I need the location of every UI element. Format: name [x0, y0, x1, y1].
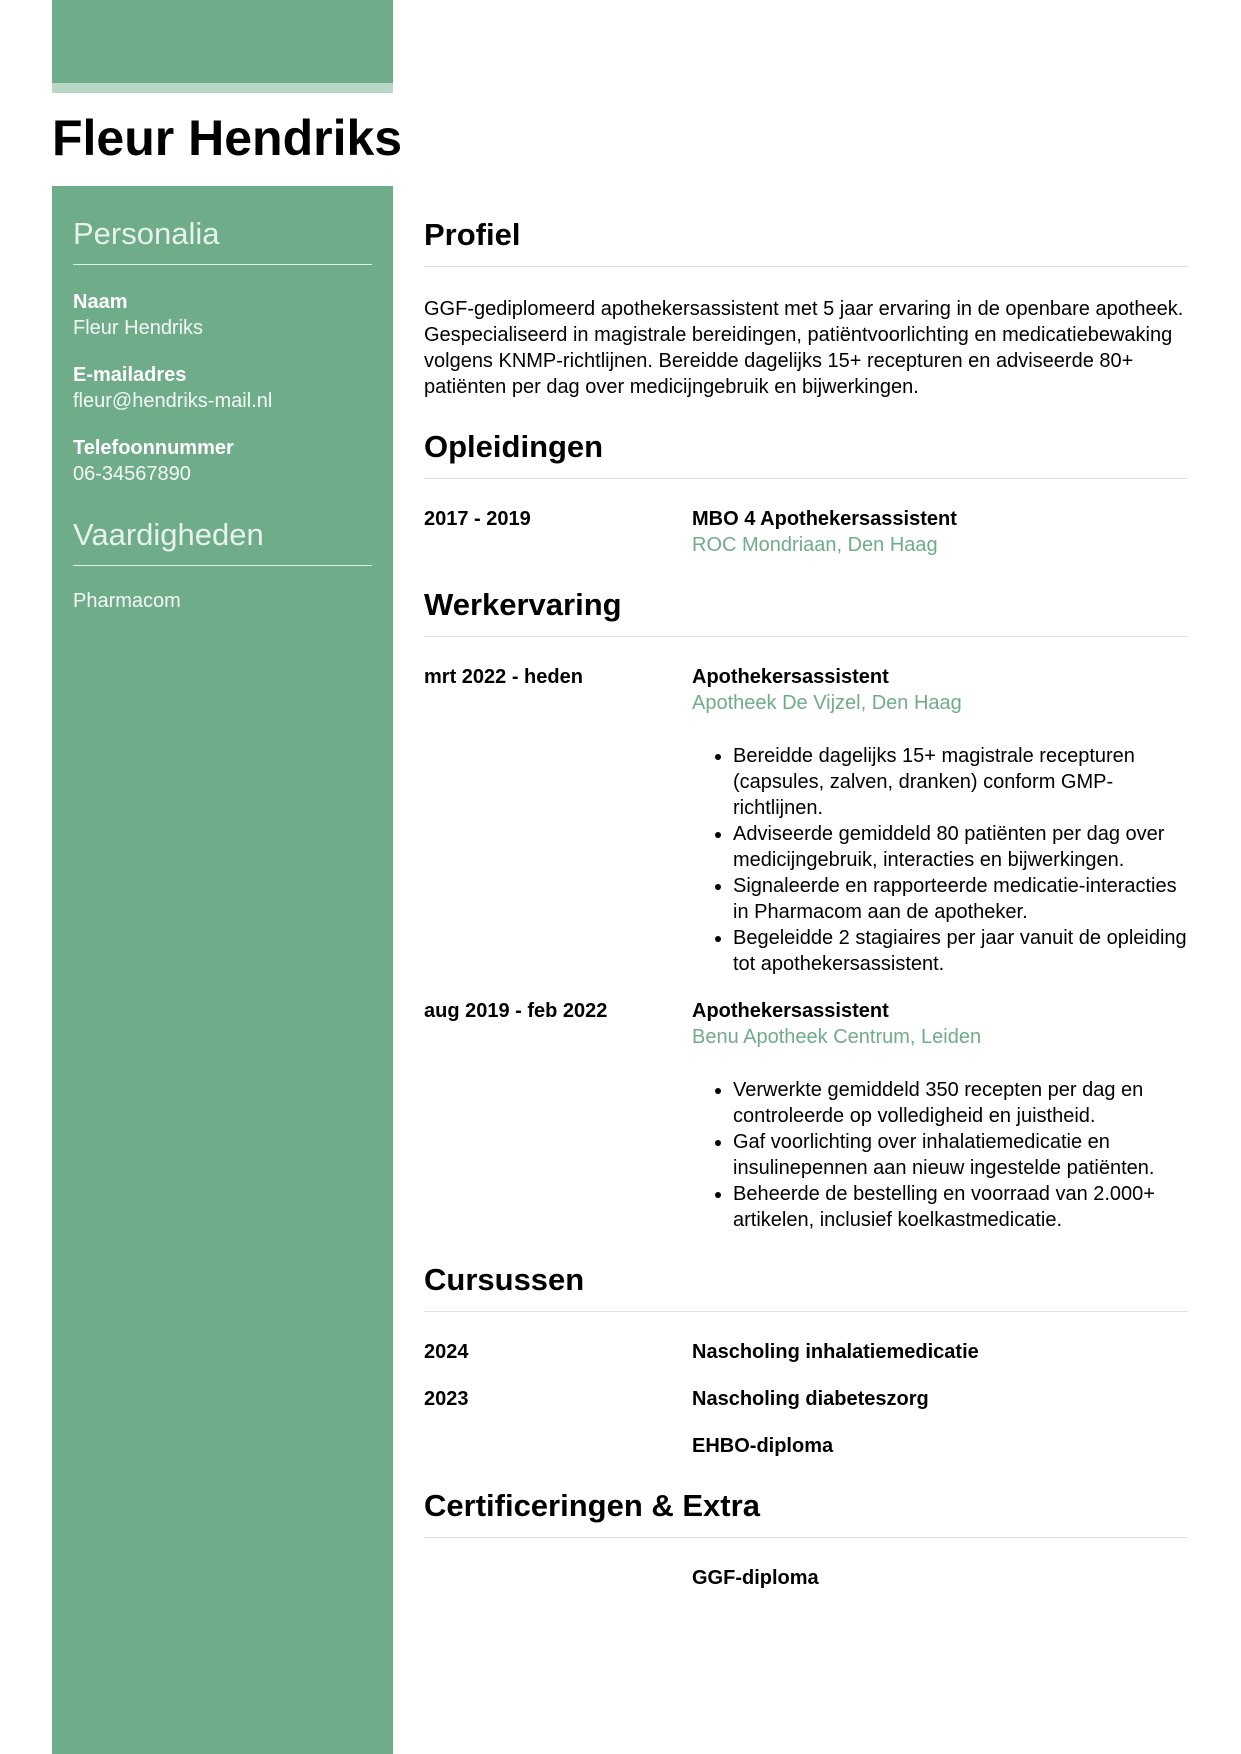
entry-title: GGF-diploma: [692, 1567, 819, 1589]
bullet-list: [692, 1077, 1188, 1233]
entry-employer: Benu Apotheek Centrum, Leiden: [692, 1026, 982, 1048]
field-email: [73, 362, 372, 414]
bullet-item: • Gaf voorlichting over inhalatiemedicatie en insulinepennen aan nieuw ingestelde patiënten.: [733, 1129, 1188, 1181]
sidebar: [52, 186, 393, 1754]
field-label: Telefoonnummer: [73, 437, 234, 459]
field-phone: [73, 435, 372, 487]
course-entry: [424, 1433, 1188, 1459]
entry-title: Nascholing diabeteszorg: [692, 1388, 929, 1410]
skills-heading: Vaardigheden: [73, 517, 372, 566]
experience-heading: Werkervaring: [424, 580, 1188, 637]
field-value: fleur@hendriks-mail.nl: [73, 390, 273, 412]
entry-date: [424, 1433, 692, 1459]
entry-title: Nascholing inhalatiemedicatie: [692, 1341, 979, 1363]
experience-section: [424, 580, 1188, 1233]
entry-title: Apothekersassistent: [692, 666, 889, 688]
entry-title: MBO 4 Apothekersassistent: [692, 508, 957, 530]
field-value: 06-34567890: [73, 463, 191, 485]
entry-date: 2023: [424, 1388, 469, 1410]
field-label: E-mailadres: [73, 364, 187, 386]
bullet-item: • Adviseerde gemiddeld 80 patiënten per dag over medicijngebruik, interacties en bijwerkingen.: [733, 821, 1188, 873]
profile-heading: Profiel: [424, 210, 1188, 267]
main-content: [424, 210, 1188, 1613]
bullet-item: • Beheerde de bestelling en voorraad van 2.000+ artikelen, inclusief koelkastmedicatie.: [733, 1181, 1188, 1233]
bullet-item: • Bereidde dagelijks 15+ magistrale recepturen (capsules, zalven, dranken) conform GMP-richtlijnen.: [733, 743, 1188, 821]
course-entry: [424, 1339, 1188, 1365]
entry-date: aug 2019 - feb 2022: [424, 1000, 608, 1022]
certifications-section: [424, 1481, 1188, 1591]
header-accent-stripe: [52, 83, 393, 93]
certifications-heading: Certificeringen & Extra: [424, 1481, 1188, 1538]
field-value: Fleur Hendriks: [73, 317, 204, 339]
field-name: [73, 289, 372, 341]
header-accent-bar: [52, 0, 393, 83]
profile-text: GGF-gediplomeerd apothekersassistent met 5 jaar ervaring in de openbare apotheek. Gespecialiseerd in magistrale bereidingen, patiëntvoorlichting en medicatiebewaking volgens KNMP-richtlijnen. Bereidde dagelijks 15+ recepturen en adviseerde 80+ patiënten per dag over medicijngebruik en bijwerkingen.: [424, 298, 1184, 398]
experience-entry: [424, 998, 1188, 1233]
skill-item: Pharmacom: [73, 590, 181, 612]
entry-employer: Apotheek De Vijzel, Den Haag: [692, 692, 962, 714]
entry-date: 2024: [424, 1341, 469, 1363]
certification-entry: [424, 1565, 1188, 1591]
course-entry: [424, 1386, 1188, 1412]
education-section: [424, 422, 1188, 558]
bullet-list: [692, 743, 1188, 977]
experience-entry: [424, 664, 1188, 977]
entry-date: 2017 - 2019: [424, 508, 531, 530]
profile-section: [424, 210, 1188, 400]
bullet-item: • Begeleidde 2 stagiaires per jaar vanuit de opleiding tot apothekersassistent.: [733, 925, 1188, 977]
entry-institution: ROC Mondriaan, Den Haag: [692, 534, 938, 556]
personalia-heading: Personalia: [73, 216, 372, 265]
page-title: Fleur Hendriks: [52, 110, 403, 166]
education-entry: [424, 506, 1188, 558]
entry-date: mrt 2022 - heden: [424, 666, 583, 688]
bullet-item: • Signaleerde en rapporteerde medicatie-interacties in Pharmacom aan de apotheker.: [733, 873, 1188, 925]
entry-title: Apothekersassistent: [692, 1000, 889, 1022]
courses-heading: Cursussen: [424, 1255, 1188, 1312]
bullet-item: • Verwerkte gemiddeld 350 recepten per dag en controleerde op volledigheid en juistheid.: [733, 1077, 1188, 1129]
courses-section: [424, 1255, 1188, 1459]
education-heading: Opleidingen: [424, 422, 1188, 479]
entry-date: [424, 1565, 692, 1591]
field-label: Naam: [73, 291, 128, 313]
entry-title: EHBO-diploma: [692, 1435, 834, 1457]
